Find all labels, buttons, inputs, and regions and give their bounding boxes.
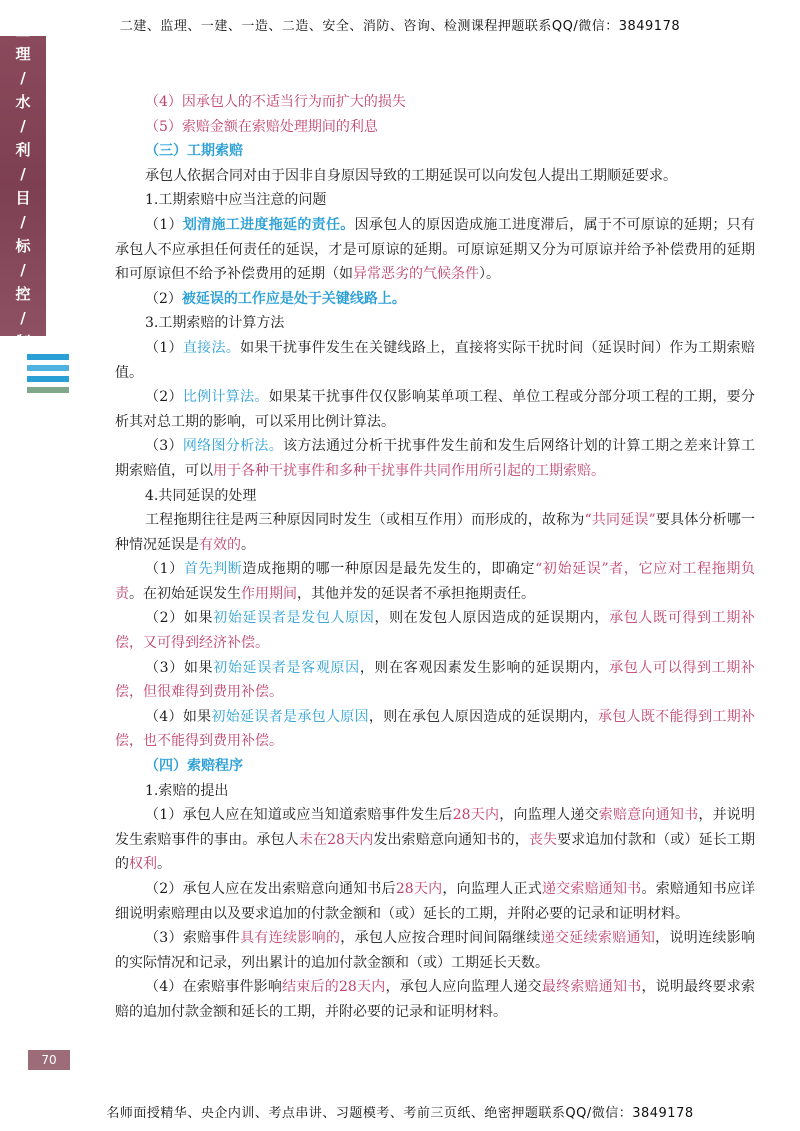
side-char: 制 [15, 333, 31, 351]
section-heading: （四）索赔程序 [145, 758, 243, 775]
paragraph: （1）首先判断造成拖期的哪一种原因是最先发生的，即确定“初始延误”者，它应对工程拖期负责。在初始延误发生作用期间，其他并发的延误者不承担拖期责任。 [115, 561, 756, 602]
section-heading: （三）工期索赔 [145, 143, 243, 160]
paragraph: 工程拖期往往是两三种原因同时发生（或相互作用）而形成的，故称为“共同延误”要具体分析哪一种情况延误是有效的。 [115, 512, 755, 553]
paragraph: （2）比例计算法。如果某干扰事件仅仅影响某单项工程、单位工程或分部分项工程的工期，要分析其对总工期的影响，可以采用比例计算法。 [115, 389, 755, 430]
subheading: 1.工期索赔中应当注意的问题 [145, 192, 327, 209]
paragraph: （1）承包人应在知道或应当知道索赔事件发生后28天内，向监理人递交索赔意向通知书，并说明发生索赔事件的事由。承包人未在28天内发出索赔意向通知书的，丧失要求追加付款和（或）延长工期的权利。 [115, 807, 756, 873]
paragraph: （3）索赔事件具有连续影响的，承包人应按合理时间间隔继续递交延续索赔通知，说明连续影响的实际情况和记录，列出累计的追加付款金额和（或）工期延长天数。 [115, 930, 756, 971]
paragraph: （4）如果初始延误者是承包人原因，则在承包人原因造成的延误期内，承包人既不能得到工期补偿，也不能得到费用补偿。 [115, 708, 756, 750]
document-body [115, 90, 755, 1025]
side-char: / [20, 213, 26, 231]
header-text: 二建、监理、一建、一造、二造、安全、消防、咨询、检测课程押题联系QQ/微信：3849178 [119, 18, 681, 34]
side-char: / [20, 69, 26, 87]
page-number: 70 [28, 1050, 70, 1070]
paragraph: （2）被延误的工作应是处于关键线路上。 [145, 290, 406, 307]
decorative-stripes [27, 354, 69, 398]
side-char: 水 [15, 93, 31, 111]
page-header [0, 0, 800, 48]
subheading: 1.索赔的提出 [145, 782, 229, 799]
side-char: 利 [15, 141, 31, 159]
subheading: 4.共同延误的处理 [145, 487, 257, 504]
side-char: / [20, 165, 26, 183]
side-char: 理 [15, 45, 31, 63]
list-item: （5）索赔金额在索赔处理期间的利息 [145, 118, 378, 135]
footer-text: 名师面授精华、央企内训、考点串讲、习题模考、考前三页纸、绝密押题联系QQ/微信：3849178 [106, 1105, 694, 1121]
paragraph: （2）如果初始延误者是发包人原因，则在发包人原因造成的延误期内，承包人既可得到工期补偿，又可得到经济补偿。 [115, 610, 756, 652]
side-char: / [20, 261, 26, 279]
side-char: 标 [15, 237, 31, 255]
paragraph: （1）直接法。如果干扰事件发生在关键线路上，直接将实际干扰时间（延误时间）作为工期索赔值。 [115, 339, 755, 381]
side-title-band [0, 21, 46, 351]
side-char: 监 [15, 21, 31, 39]
subheading: 3.工期索赔的计算方法 [145, 315, 285, 332]
paragraph: （2）承包人应在发出索赔意向通知书后28天内，向监理人正式递交索赔通知书。索赔通知书应详细说明索赔理由以及要求追加的付款金额和（或）延长的工期，并附必要的记录和证明材料。 [115, 881, 756, 922]
side-char: / [20, 309, 26, 327]
paragraph: 承包人依据合同对由于因非自身原因导致的工期延误可以向发包人提出工期顺延要求。 [145, 167, 677, 184]
page-footer [0, 1098, 800, 1124]
side-char: 控 [15, 285, 31, 303]
paragraph: （1）划清施工进度拖延的责任。因承包人的原因造成施工进度滞后，属于不可原谅的延期；只有承包人不应承担任何责任的延误，才是可原谅的延期。可原谅延期又分为可原谅并给予补偿费用的延期和可原谅但不给予补偿费用的延期（如异常恶劣的气候条件）。 [115, 216, 755, 283]
side-char: 目 [15, 189, 31, 207]
side-char: / [20, 117, 26, 135]
paragraph: （4）在索赔事件影响结束后的28天内，承包人应向监理人递交最终索赔通知书，说明最终要求索赔的追加付款金额和延长的工期，并附必要的记录和证明材料。 [115, 979, 755, 1020]
paragraph: （3）网络图分析法。该方法通过分析干扰事件发生前和发生后网络计划的计算工期之差来计算工期索赔值，可以用于各种干扰事件和多种干扰事件共同作用所引起的工期索赔。 [115, 438, 755, 479]
paragraph: （3）如果初始延误者是客观原因，则在客观因素发生影响的延误期内，承包人可以得到工期补偿，但很难得到费用补偿。 [115, 659, 756, 701]
list-item: （4）因承包人的不适当行为而扩大的损失 [145, 94, 406, 110]
